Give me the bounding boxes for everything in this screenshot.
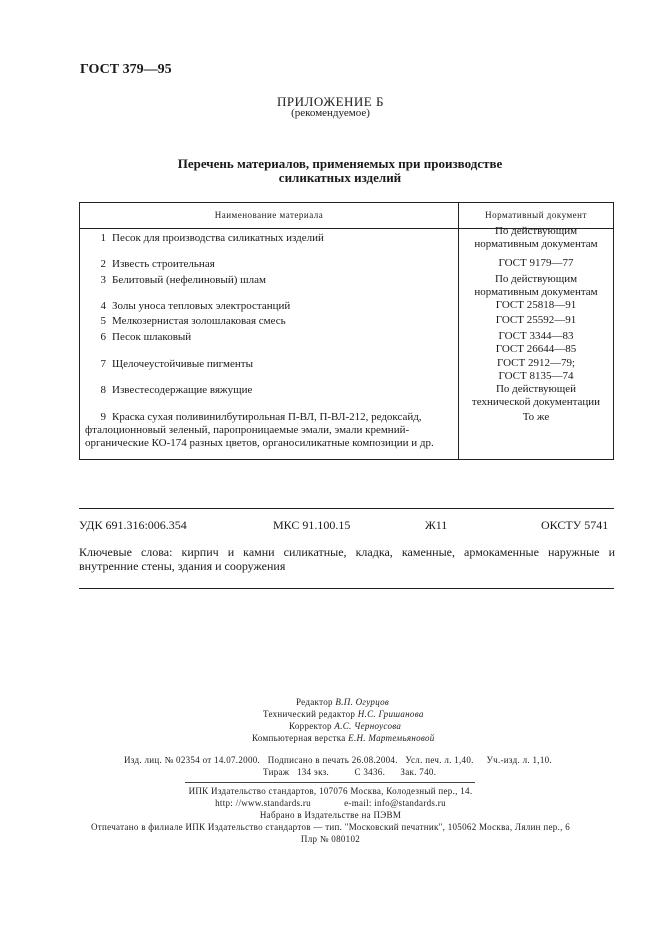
row-number: 3 <box>100 274 106 286</box>
layout-line: Компьютерная верстка Е.Н. Мартемьяновой <box>252 733 435 743</box>
row-number: 4 <box>100 300 106 312</box>
editor-line: Редактор В.П. Огурцов <box>296 697 390 707</box>
okstu-code: ОКСТУ 5741 <box>541 518 609 532</box>
column-header-material: Наименование материала <box>214 210 324 220</box>
row-number: 5 <box>100 315 106 327</box>
norm-doc: По действующим нормативным документам <box>474 273 598 298</box>
publisher-line-2: http: //www.standards.ru e-mail: info@standards.ru <box>215 798 446 808</box>
row-number: 8 <box>100 384 106 396</box>
material-name: Песок для производства силикатных изделий <box>112 232 324 244</box>
material-name: Известесодержащие вяжущие <box>112 384 253 396</box>
norm-doc: То же <box>522 411 550 423</box>
material-name: Белитовый (нефелиновый) шлам <box>112 274 266 286</box>
material-name: Известь строительная <box>112 258 215 270</box>
norm-doc: ГОСТ 2912—79; ГОСТ 8135—74 <box>496 357 576 382</box>
udk-code: УДК 691.316:006.354 <box>79 518 187 532</box>
row-number: 1 <box>100 232 106 244</box>
publisher-line-3: Набрано в Издательстве на ПЭВМ <box>259 810 402 820</box>
publisher-line-5: Плр № 080102 <box>300 834 361 844</box>
table-title-line-1: Перечень материалов, применяемых при производстве <box>177 156 503 171</box>
norm-doc: ГОСТ 9179—77 <box>498 257 574 269</box>
material-name: Золы уноса тепловых электростанций <box>112 300 291 312</box>
zh-code: Ж11 <box>425 518 448 532</box>
material-name: Щелочеустойчивые пигменты <box>112 358 253 370</box>
norm-doc: ГОСТ 3344—83 ГОСТ 26644—85 <box>495 330 577 355</box>
corrector-line: Корректор А.С. Черноусова <box>289 721 402 731</box>
table-title-line-2: силикатных изделий <box>278 170 402 185</box>
row-number: 9 <box>100 411 106 423</box>
material-name: Песок шлаковый <box>112 331 192 343</box>
row-number: 6 <box>100 331 106 343</box>
materials-table <box>79 202 614 460</box>
appendix-subtitle: (рекомендуемое) <box>291 107 370 119</box>
publisher-line-4: Отпечатано в филиале ИПК Издательство стандартов — тип. "Московский печатник", 105062 Москва, Лялин пер., 6 <box>90 822 571 832</box>
divider-imprint <box>185 782 475 783</box>
norm-doc: По действующим нормативным документам <box>474 225 598 250</box>
tech-editor-line: Технический редактор Н.С. Гришанова <box>263 709 424 719</box>
norm-doc: По действующей технической документации <box>471 383 601 408</box>
table-title <box>0 157 661 185</box>
mks-code: МКС 91.100.15 <box>273 518 351 532</box>
appendix-title: ПРИЛОЖЕНИЕ Б <box>277 94 384 109</box>
column-header-document: Нормативный документ <box>485 210 587 220</box>
row-number: 7 <box>100 358 106 370</box>
material-name: Краска сухая поливинилбутирольная П-ВЛ, П-ВЛ-212, редоксайд, фталоционновый зеленый, паропроницаемые эмали, эмали кремний- органические КО-174 разных цветов, органосиликатные композиции и др. <box>85 411 434 449</box>
publisher-line-1: ИПК Издательство стандартов, 107076 Москва, Колодезный пер., 14. <box>188 786 473 796</box>
standard-number: ГОСТ 379—95 <box>80 62 172 77</box>
norm-doc: ГОСТ 25592—91 <box>495 314 577 326</box>
imprint-line-1: Изд. лиц. № 02354 от 14.07.2000. Подписано в печать 26.08.2004. Усл. печ. л. 1,40. Уч.-изд. л. 1,10. <box>124 755 552 765</box>
imprint-line-2: Тираж 134 экз. С 3436. Зак. 740. <box>263 767 437 777</box>
row-number: 2 <box>100 258 106 270</box>
norm-doc: ГОСТ 25818—91 <box>495 299 577 311</box>
material-name: Мелкозернистая золошлаковая смесь <box>112 315 286 327</box>
keywords: Ключевые слова: кирпич и камни силикатные, кладка, каменные, армокаменные наружные и внутренние стены, здания и сооружения <box>79 545 615 573</box>
divider-bottom <box>79 588 614 589</box>
divider-top <box>79 508 614 509</box>
